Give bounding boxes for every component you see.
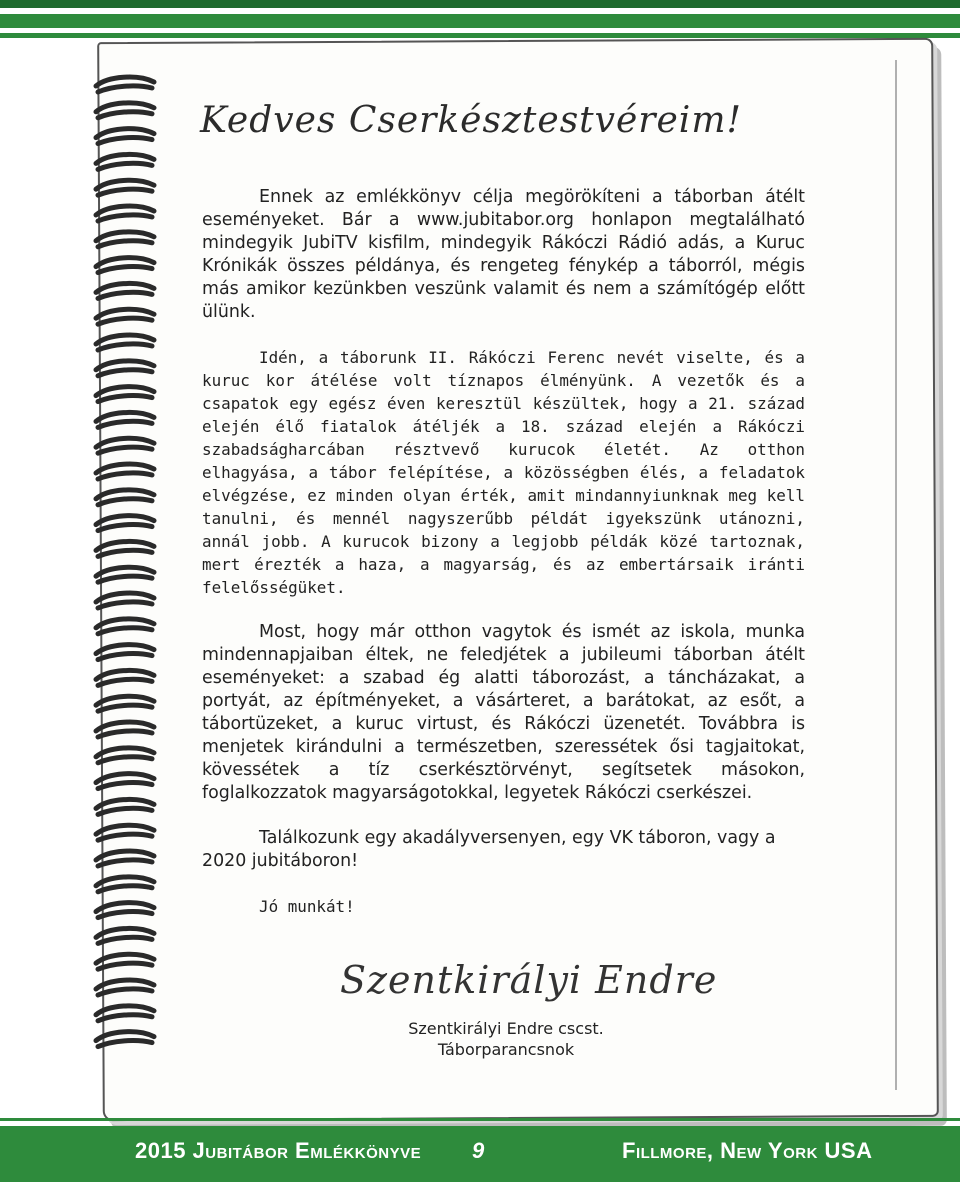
spiral-ring <box>96 206 154 221</box>
top-stripe-thin <box>0 33 960 38</box>
spiral-ring <box>96 748 154 763</box>
spiral-ring <box>96 903 154 918</box>
spiral-ring <box>96 154 154 169</box>
spiral-ring <box>96 490 154 505</box>
spiral-ring <box>96 258 154 273</box>
top-stripe-dark <box>0 0 960 8</box>
spiral-ring <box>96 335 154 350</box>
spiral-ring <box>96 567 154 582</box>
spiral-ring <box>96 1032 154 1047</box>
spiral-ring <box>96 851 154 866</box>
spiral-ring <box>96 877 154 892</box>
spiral-ring <box>96 77 154 92</box>
paragraph-closing: Jó munkát! <box>259 897 355 916</box>
spiral-ring <box>96 180 154 195</box>
spiral-ring <box>96 1006 154 1021</box>
spiral-ring <box>96 516 154 531</box>
footer-line <box>0 1118 960 1121</box>
spiral-ring <box>96 593 154 608</box>
spiral-ring <box>96 412 154 427</box>
spiral-ring <box>96 980 154 995</box>
spiral-ring <box>96 438 154 453</box>
spiral-ring <box>96 619 154 634</box>
footer-bar <box>0 1126 960 1182</box>
spiral-ring <box>96 670 154 685</box>
spiral-ring <box>96 309 154 324</box>
spiral-ring <box>96 825 154 840</box>
spiral-ring <box>96 774 154 789</box>
spiral-ring <box>96 283 154 298</box>
paragraph-home: Most, hogy már otthon vagytok és ismét az iskola, munka mindennapjaiban éltek, ne feledjétek a jubileumi táborban átélt eseményeket: a szabad ég alatti táborozást, a táncházakat, a portyát, az építményeket, a vásárteret, a barátokat, az esőt, a tábortüzeket, a kuruc virtust, és Rákóczi üzenetét. Továbbra is menjetek kirándulni a természetben, szeressétek ősi tagjaitokat, kövessétek a tíz cserkésztörvényt, segítsetek másokon, foglalkozzatok magyarságotokkal, legyetek Rákóczi cserkészei. <box>202 622 805 803</box>
spiral-ring <box>96 464 154 479</box>
spiral-binding <box>88 70 168 1070</box>
spiral-ring <box>96 541 154 556</box>
signer-block <box>396 1018 616 1060</box>
spiral-ring <box>96 129 154 144</box>
paragraph-intro: Ennek az emlékkönyv célja megörökíteni a táborban átélt eseményeket. Bár a www.jubitabor.org honlapon megtalálható mindegyik JubiTV kisfilm, mindegyik Rákóczi Rádió adás, a Kuruc Krónikák összes példánya, és rengeteg fénykép a táborról, mégis más amikor kezünkben veszünk valamit és nem a számítógép előtt ülünk. <box>202 187 805 322</box>
letter-body <box>202 186 805 940</box>
spiral-ring <box>96 387 154 402</box>
spiral-ring <box>96 645 154 660</box>
top-stripe-wide <box>0 14 960 28</box>
footer-location: Fillmore, New York USA <box>622 1138 873 1163</box>
signer-title: Táborparancsnok <box>437 1040 575 1059</box>
spiral-ring <box>96 103 154 118</box>
paragraph-meet: Találkozunk egy akadályversenyen, egy VK táboron, vagy a 2020 jubitáboron! <box>202 828 776 871</box>
footer-page-number: 9 <box>472 1138 485 1163</box>
spiral-ring <box>96 722 154 737</box>
footer-book-title: 2015 Jubitábor Emlékkönyve <box>135 1138 422 1163</box>
spiral-ring <box>96 361 154 376</box>
page-edge-line <box>895 60 897 1090</box>
greeting-heading: Kedves Cserkésztestvéreim! <box>200 100 742 141</box>
spiral-ring <box>96 954 154 969</box>
spiral-ring <box>96 928 154 943</box>
spiral-ring <box>96 232 154 247</box>
spiral-ring <box>96 799 154 814</box>
spiral-ring <box>96 696 154 711</box>
paragraph-camp: Idén, a táborunk II. Rákóczi Ferenc nevét viselte, és a kuruc kor átélése volt tíznapos élményünk. A vezetők és a csapatok egy egész éven keresztül készültek, hogy a 21. század elején élő fiatalok átéljék a 18. század elején a Rákóczi szabadságharcában résztvevő kurucok életét. Az otthon elhagyása, a tábor felépítése, a közösségben élés, a feladatok elvégzése, ez minden olyan érték, amit mindannyiunknak meg kell tanulni, és mennél nagyszerűbb példát igyekszünk utánozni, annál jobb. A kurucok bizony a legjobb példák közé tartoznak, mert érezték a haza, a magyarság, és az embertársaik iránti felelősségüket. <box>202 348 805 597</box>
signer-name: Szentkirályi Endre cscst. <box>408 1019 604 1038</box>
handwritten-signature: Szentkirályi Endre <box>340 958 718 1002</box>
